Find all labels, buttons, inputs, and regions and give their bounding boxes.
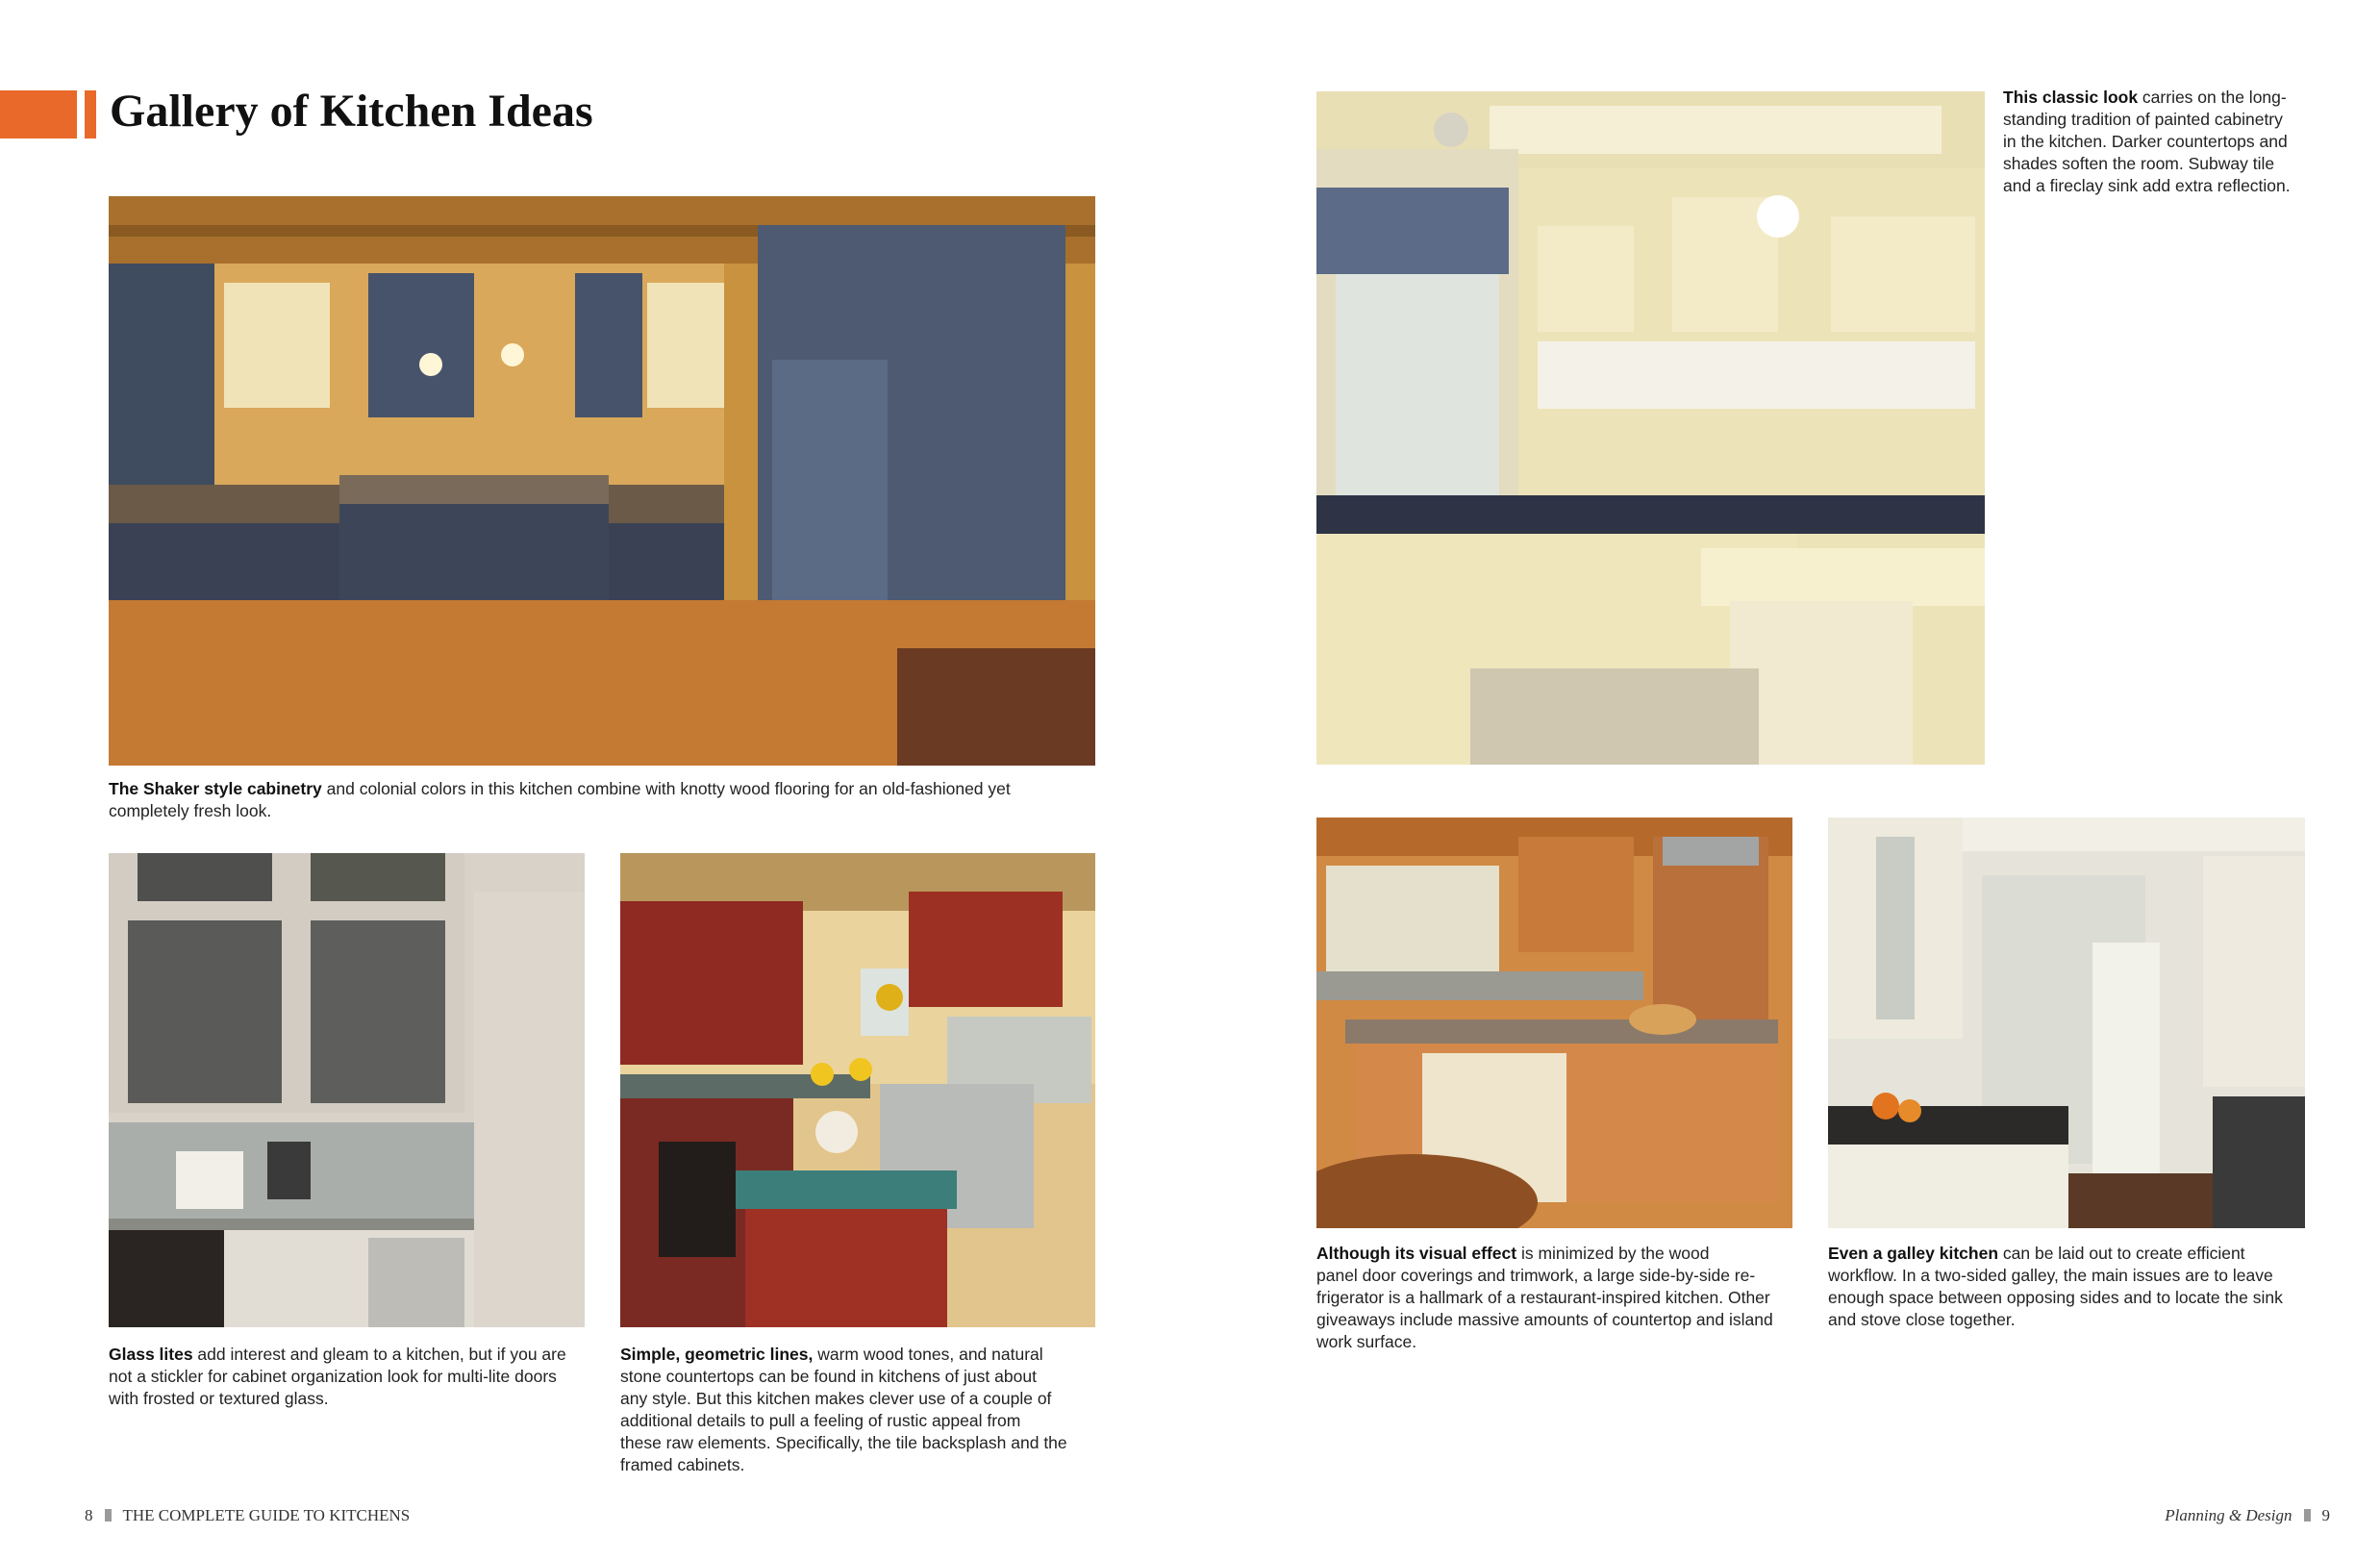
caption-geometric-line6: framed cabinets.	[620, 1455, 745, 1474]
caption-geometric-line3: any style. But this kitchen makes clever use of a couple of	[620, 1389, 1052, 1408]
caption-visual-line3: frigerator is a hallmark of a restaurant-inspired kitchen. Other	[1316, 1288, 1770, 1307]
caption-galley	[1828, 1243, 2318, 1331]
caption-glass-line3: with frosted or textured glass.	[109, 1389, 329, 1408]
caption-geometric-line5: these raw elements. Specifically, the tile backsplash and the	[620, 1433, 1067, 1452]
photo-classic-kitchen	[1316, 91, 1985, 765]
title-accent-bar	[0, 90, 77, 138]
caption-visual-lead: Although its visual effect	[1316, 1244, 1517, 1263]
caption-geometric-line4: additional details to pull a feeling of rustic appeal from	[620, 1411, 1021, 1430]
caption-visual-line4: giveaways include massive amounts of countertop and island	[1316, 1310, 1773, 1329]
caption-classic-lead: This classic look	[2003, 88, 2139, 107]
caption-glass-line2: not a stickler for cabinet organization look for multi-lite doors	[109, 1367, 557, 1386]
page-number-right: 9	[2321, 1506, 2330, 1524]
caption-geometric-line2: stone countertops can be found in kitchens of just about	[620, 1367, 1037, 1386]
folio-divider-left	[105, 1509, 112, 1522]
caption-galley-lead: Even a galley kitchen	[1828, 1244, 1999, 1263]
photo-rustic-kitchen	[620, 853, 1095, 1327]
photo-galley-kitchen	[1828, 818, 2305, 1228]
caption-glass	[109, 1344, 599, 1410]
caption-glass-lead: Glass lites	[109, 1345, 193, 1364]
caption-geometric	[620, 1344, 1111, 1476]
caption-shaker-line2: completely fresh look.	[109, 801, 272, 820]
caption-visual-line2: panel door coverings and trimwork, a large side-by-side re-	[1316, 1266, 1756, 1285]
caption-geometric-line1: warm wood tones, and natural	[813, 1345, 1043, 1364]
photo-wood-panel-kitchen	[1316, 818, 1792, 1228]
caption-visual-line5: work surface.	[1316, 1332, 1417, 1351]
caption-shaker-line1: and colonial colors in this kitchen combine with knotty wood flooring for an old-fashioned yet	[321, 779, 1011, 798]
caption-shaker	[109, 778, 1099, 822]
caption-classic-line4: shades soften the room. Subway tile	[2003, 154, 2275, 173]
caption-galley-line3: enough space between opposing sides and to locate the sink	[1828, 1288, 2283, 1307]
caption-galley-line2: workflow. In a two-sided galley, the main issues are to leave	[1828, 1266, 2273, 1285]
caption-shaker-lead: The Shaker style cabinetry	[109, 779, 322, 798]
caption-visual-line1: is minimized by the wood	[1516, 1244, 1710, 1263]
caption-classic-line1: carries on the long-	[2138, 88, 2287, 107]
photo-glass-lites	[109, 853, 585, 1327]
folio-divider-right	[2304, 1509, 2311, 1522]
book-title: THE COMPLETE GUIDE TO KITCHENS	[122, 1506, 411, 1524]
caption-geometric-lead: Simple, geometric lines,	[620, 1345, 814, 1364]
page-title: Gallery of Kitchen Ideas	[110, 86, 593, 137]
photo-shaker-kitchen	[109, 196, 1095, 766]
caption-classic-line2: standing tradition of painted cabinetry	[2003, 110, 2283, 129]
caption-visual	[1316, 1243, 1807, 1353]
footer-left	[85, 1506, 410, 1525]
section-title: Planning & Design	[2165, 1506, 2292, 1524]
caption-classic	[2003, 87, 2311, 197]
footer-right	[2165, 1506, 2330, 1525]
title-accent-stripe	[85, 90, 96, 138]
caption-glass-line1: add interest and gleam to a kitchen, but if you are	[192, 1345, 566, 1364]
caption-classic-line5: and a fireclay sink add extra reflection.	[2003, 176, 2291, 195]
caption-galley-line1: can be laid out to create efficient	[1998, 1244, 2245, 1263]
page-number-left: 8	[85, 1506, 93, 1524]
caption-galley-line4: and stove close together.	[1828, 1310, 2016, 1329]
caption-classic-line3: in the kitchen. Darker countertops and	[2003, 132, 2288, 151]
